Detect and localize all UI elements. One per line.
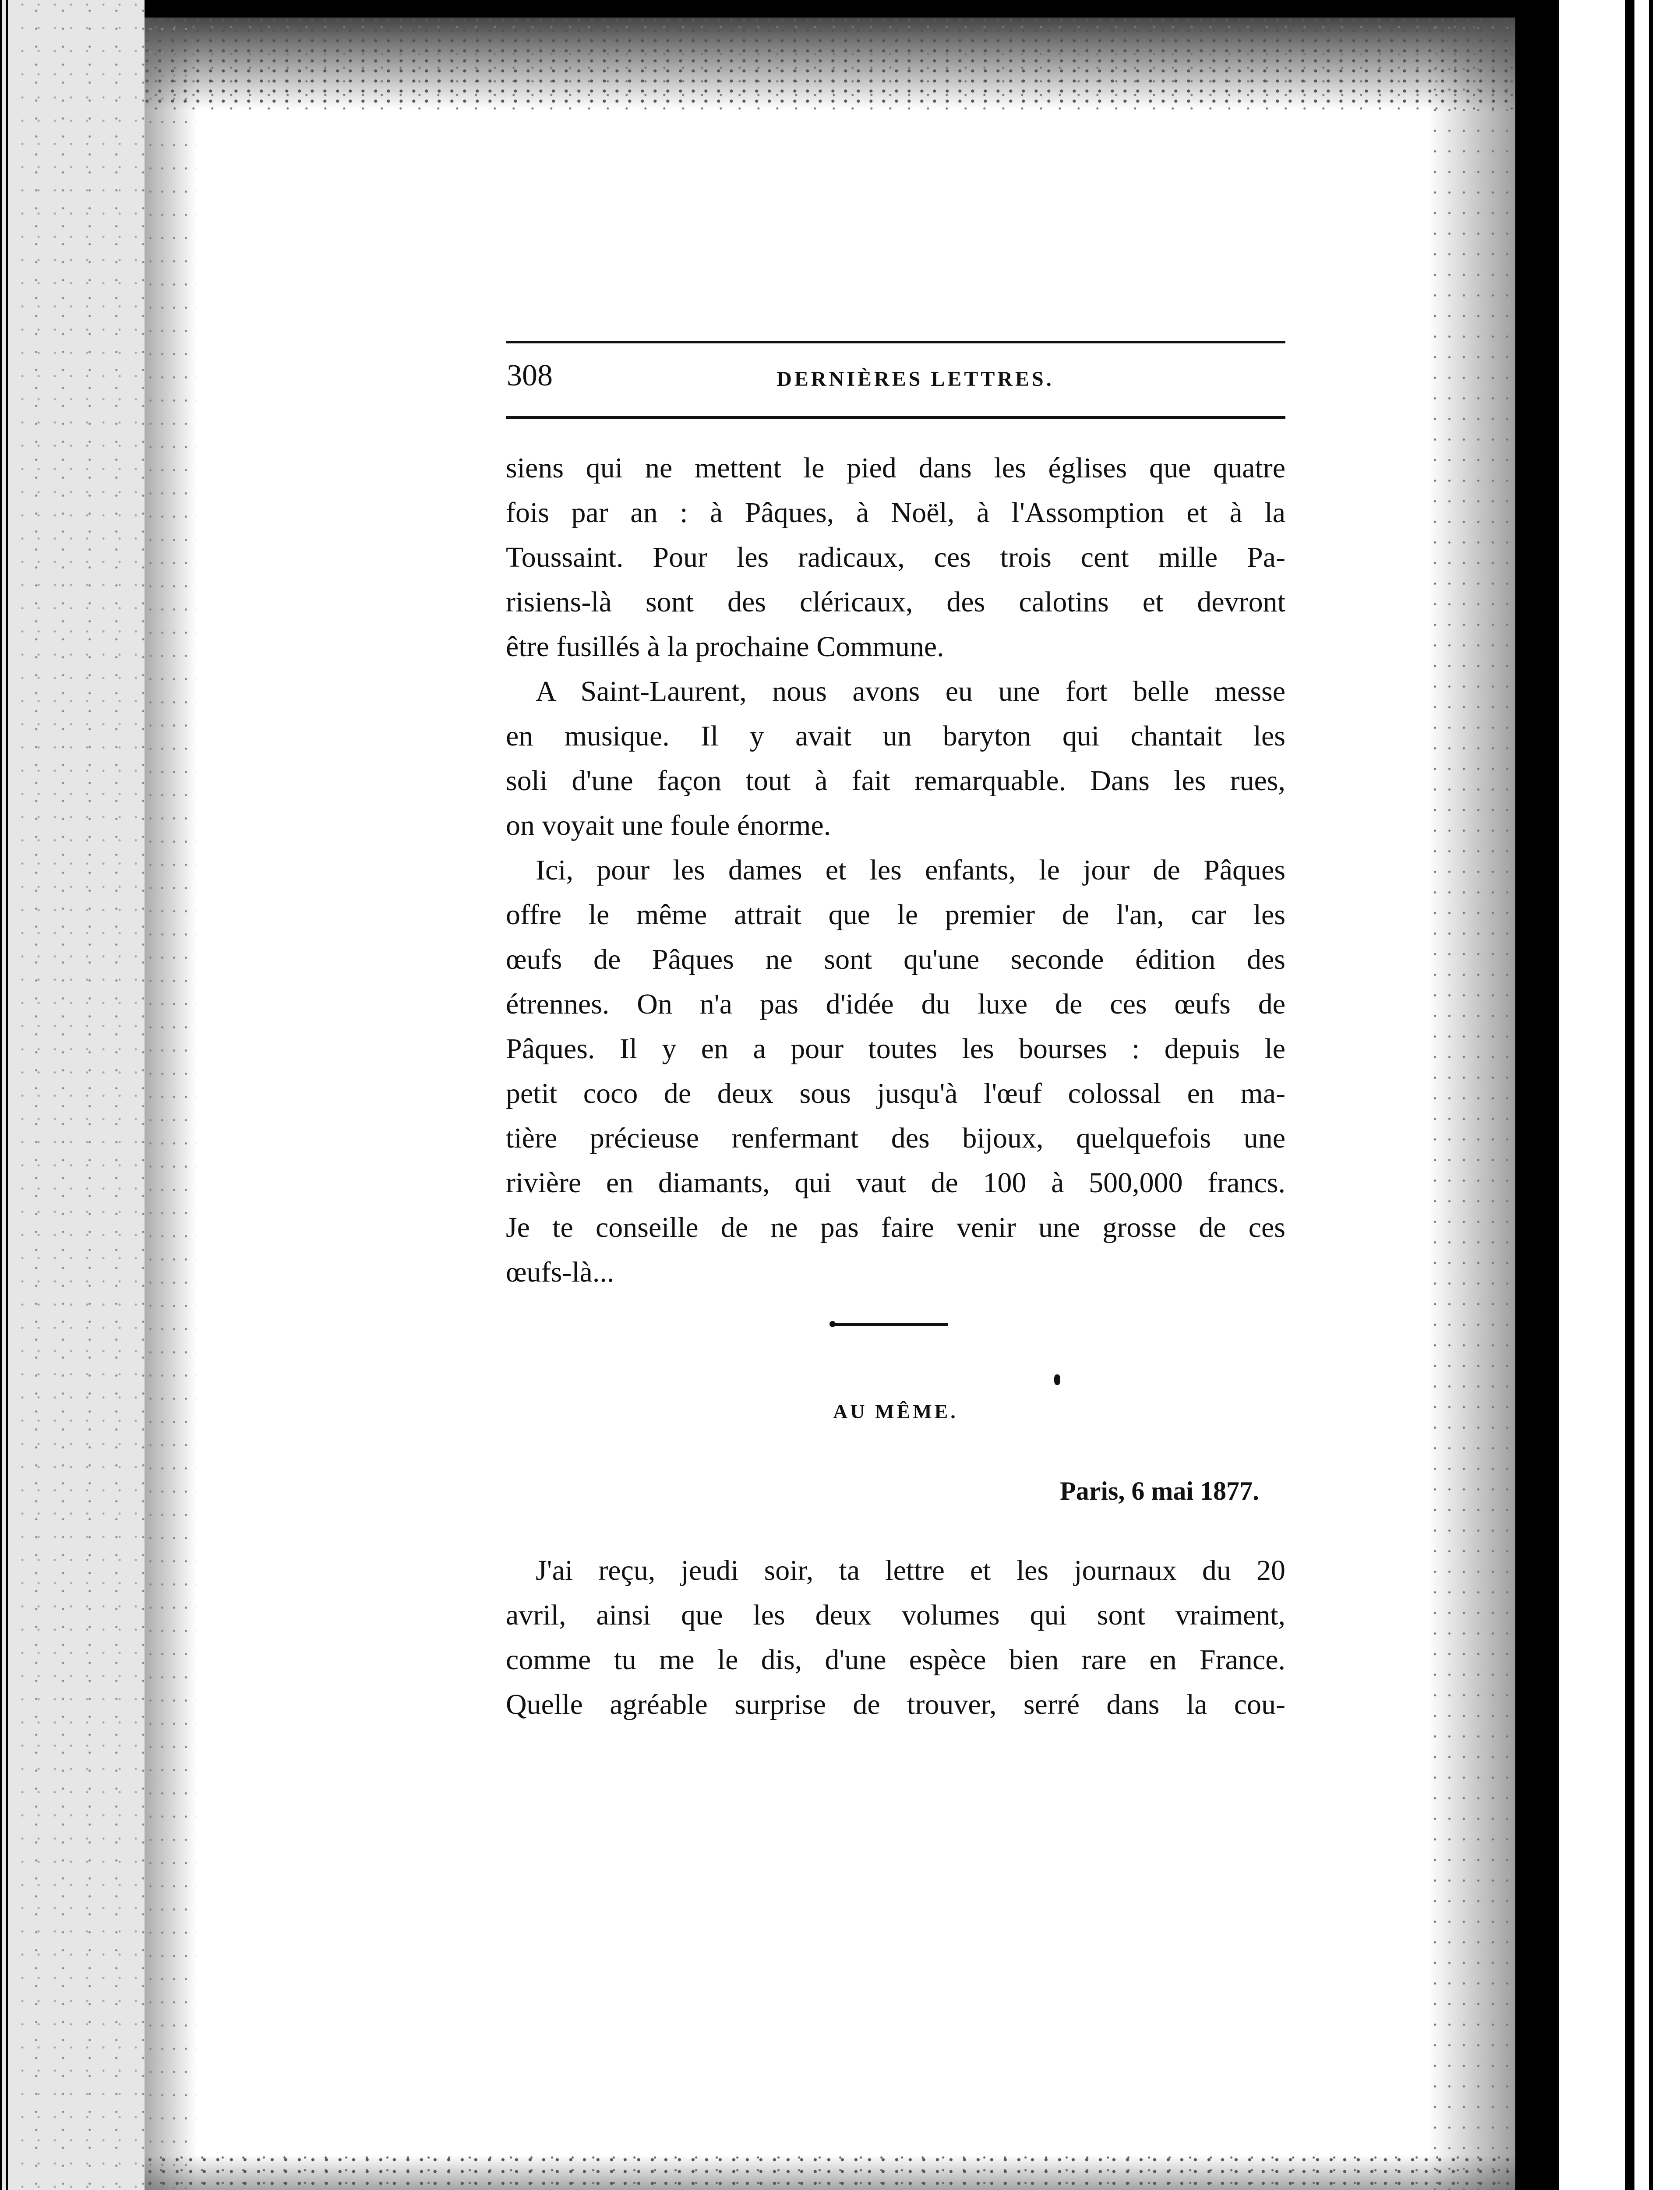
paragraph-2 (506, 669, 1285, 848)
text-line: avril, ainsi que les deux volumes qui sont vraiment, (506, 1599, 1285, 1631)
text-line: Pâques. Il y en a pour toutes les bourses : depuis le (506, 1033, 1285, 1065)
scan-noise-left (145, 18, 197, 2190)
scan-right-edge (1559, 0, 1680, 2190)
text-line: en musique. Il y avait un baryton qui chantait les (506, 720, 1285, 752)
header-rule-top (506, 341, 1285, 343)
section-separator (832, 1323, 948, 1326)
text-line: risiens-là sont des cléricaux, des calotins et devront (506, 586, 1285, 618)
text-line: tière précieuse renfermant des bijoux, quelquefois une (506, 1122, 1285, 1154)
text-line: fois par an : à Pâques, à Noël, à l'Assomption et à la (506, 497, 1285, 529)
text-line: œufs de Pâques ne sont qu'une seconde édition des (506, 943, 1285, 975)
dateline: Paris, 6 mai 1877. (1060, 1476, 1259, 1505)
text-line: rivière en diamants, qui vaut de 100 à 500,000 francs. (506, 1167, 1285, 1199)
text-line: être fusillés à la prochaine Commune. (506, 631, 944, 663)
text-line: Je te conseille de ne pas faire venir une grosse de ces (506, 1212, 1285, 1243)
text-line: comme tu me le dis, d'une espèce bien rare en France. (506, 1644, 1285, 1676)
text-line: œufs-là... (506, 1256, 614, 1288)
letter-text (506, 1548, 1285, 1727)
body-text (506, 446, 1285, 1295)
running-title: DERNIÈRES LETTRES. (776, 367, 1054, 391)
text-line: offre le même attrait que le premier de l'an, car les (506, 899, 1285, 931)
scan-left-edge (0, 0, 145, 2190)
text-line: Ici, pour les dames et les enfants, le jour de Pâques (536, 854, 1285, 886)
text-line: A Saint-Laurent, nous avons eu une fort belle messe (536, 675, 1285, 707)
page-number: 308 (507, 359, 553, 392)
ink-speck (1054, 1374, 1060, 1385)
text-line: siens qui ne mettent le pied dans les églises que quatre (506, 452, 1285, 484)
text-line: soli d'une façon tout à fait remarquable. Dans les rues, (506, 765, 1285, 797)
header-rule-bottom (506, 416, 1285, 419)
text-line: Quelle agréable surprise de trouver, serré dans la cou- (506, 1688, 1285, 1720)
running-head (506, 341, 1285, 420)
text-line: Toussaint. Pour les radicaux, ces trois cent mille Pa- (506, 541, 1285, 573)
scan-noise-bottom (145, 2155, 1515, 2190)
text-line: J'ai reçu, jeudi soir, ta lettre et les journaux du 20 (536, 1554, 1285, 1586)
text-line: on voyait une foule énorme. (506, 809, 831, 841)
paragraph-3 (506, 848, 1285, 1295)
scan-noise-right (1428, 18, 1515, 2190)
text-line: petit coco de deux sous jusqu'à l'œuf colossal en ma- (506, 1077, 1285, 1109)
scan-noise-top (145, 18, 1515, 110)
text-line: étrennes. On n'a pas d'idée du luxe de ces œufs de (506, 988, 1285, 1020)
section-heading: AU MÊME. (833, 1400, 958, 1423)
paragraph-1 (506, 446, 1285, 669)
